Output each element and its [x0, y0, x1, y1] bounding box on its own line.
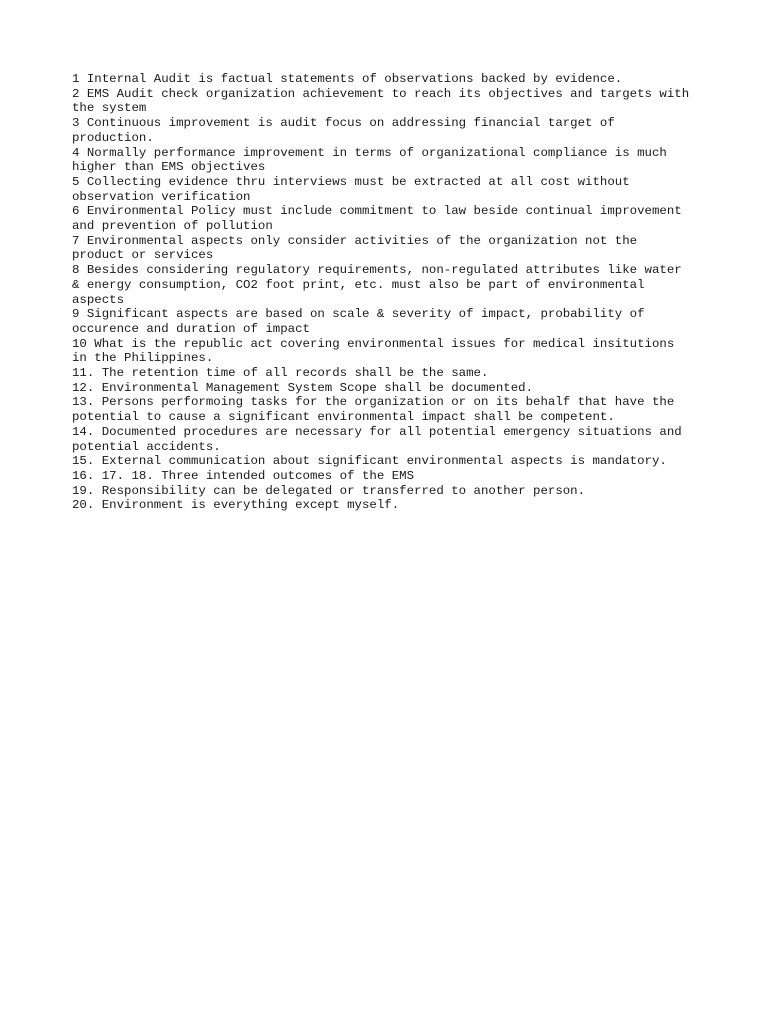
text-line: observation verification	[72, 189, 251, 204]
text-line: 20. Environment is everything except myself.	[72, 498, 400, 513]
text-line: 1 Internal Audit is factual statements of observations backed by evidence.	[72, 72, 623, 86]
text-line: 16. 17. 18. Three intended outcomes of the EMS	[72, 468, 415, 483]
text-line: 8 Besides considering regulatory requirements, non-regulated attributes like water	[72, 263, 682, 278]
text-line: 12. Environmental Management System Scope shall be documented.	[72, 380, 534, 395]
text-line: aspects	[72, 292, 125, 307]
text-line: 4 Normally performance improvement in terms of organizational compliance is much	[72, 145, 667, 160]
text-line: the system	[72, 101, 147, 116]
text-line: 7 Environmental aspects only consider activities of the organization not the	[72, 233, 638, 248]
text-line: 6 Environmental Policy must include commitment to law beside continual improvement	[72, 204, 682, 219]
text-line: product or services	[72, 248, 214, 263]
text-line: occurence and duration of impact	[72, 321, 310, 336]
text-line: 13. Persons performoing tasks for the organization or on its behalf that have the	[72, 395, 675, 410]
text-line: potential to cause a significant environmental impact shall be competent.	[72, 410, 615, 425]
text-line: potential accidents.	[72, 439, 221, 454]
text-line: production.	[72, 130, 154, 145]
text-line: 5 Collecting evidence thru interviews must be extracted at all cost without	[72, 174, 630, 189]
text-line: 9 Significant aspects are based on scale & severity of impact, probability of	[72, 307, 645, 322]
text-line: 14. Documented procedures are necessary for all potential emergency situations and	[72, 424, 682, 439]
text-line: 10 What is the republic act covering environmental issues for medical insitutions	[72, 336, 675, 351]
text-line: in the Philippines.	[72, 351, 214, 366]
text-line: higher than EMS objectives	[72, 160, 266, 175]
text-line: 19. Responsibility can be delegated or transferred to another person.	[72, 483, 586, 498]
text-line: 2 EMS Audit check organization achievement to reach its objectives and targets with	[72, 86, 690, 101]
text-line: 3 Continuous improvement is audit focus on addressing financial target of	[72, 116, 615, 131]
text-line: 11. The retention time of all records shall be the same.	[72, 366, 489, 381]
text-line: and prevention of pollution	[72, 219, 273, 234]
document-text	[72, 72, 712, 513]
text-line: 15. External communication about significant environmental aspects is mandatory.	[72, 454, 667, 469]
text-line: & energy consumption, CO2 foot print, etc. must also be part of environmental	[72, 277, 645, 292]
